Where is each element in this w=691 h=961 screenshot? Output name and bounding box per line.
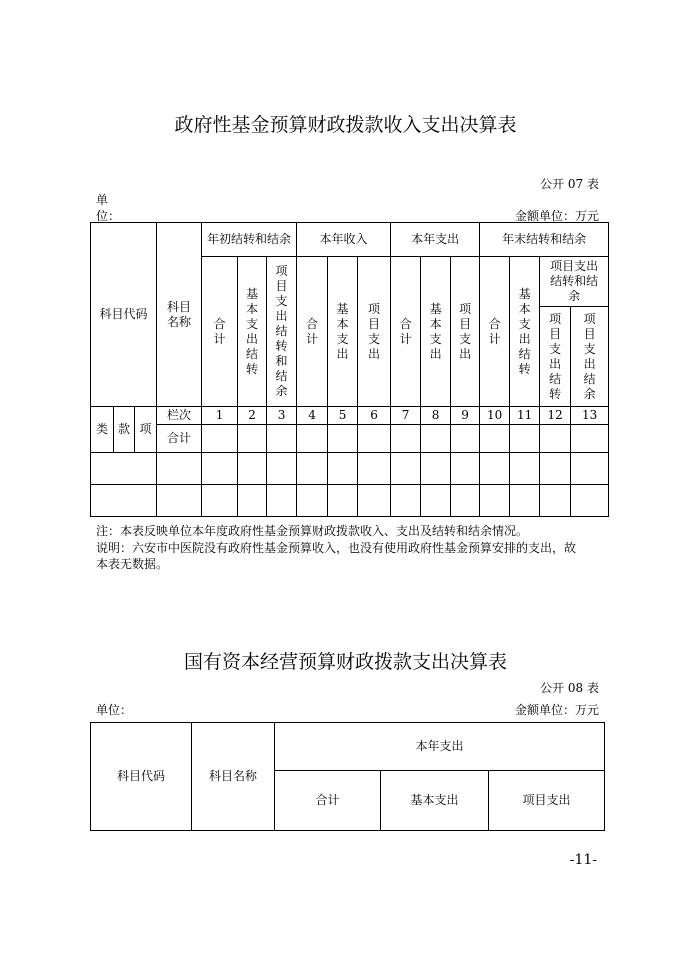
column-number: 5 [328, 407, 358, 425]
table1-note: 注：本表反映单位本年度政府性基金预算财政拨款收入、支出及结转和结余情况。 [96, 524, 529, 538]
empty-cell [91, 485, 157, 517]
header-end-balance: 年末结转和结余 [480, 223, 609, 257]
empty-cell [391, 485, 421, 517]
empty-cell [297, 453, 328, 485]
column-number: 3 [267, 407, 297, 425]
begin-project-carry-balance: 项目支出结转和结余 [267, 257, 297, 407]
column-number: 2 [238, 407, 267, 425]
t2-header-subject-code: 科目代码 [91, 723, 192, 831]
empty-cell [358, 425, 391, 453]
empty-cell [267, 453, 297, 485]
column-number: 10 [480, 407, 510, 425]
empty-cell [510, 453, 540, 485]
column-number: 8 [421, 407, 451, 425]
table2-code: 公开 08 表 [540, 681, 599, 695]
t2-header-year-expense: 本年支出 [275, 723, 605, 771]
empty-cell [328, 485, 358, 517]
income-project: 项目支出 [358, 257, 391, 407]
empty-cell [358, 453, 391, 485]
empty-cell [238, 485, 267, 517]
page-number: -11- [569, 852, 597, 868]
header-year-income: 本年收入 [297, 223, 391, 257]
empty-cell [238, 425, 267, 453]
empty-cell [421, 485, 451, 517]
empty-cell [451, 485, 480, 517]
table2-title: 国有资本经营预算财政拨款支出决算表 [183, 651, 507, 673]
cat-xiang: 项 [135, 407, 157, 453]
column-number: 11 [510, 407, 540, 425]
begin-total: 合计 [202, 257, 238, 407]
empty-cell [328, 425, 358, 453]
income-total: 合计 [297, 257, 328, 407]
expense-project: 项目支出 [451, 257, 480, 407]
empty-cell [91, 453, 157, 485]
header-subject-name: 科目名称 [157, 223, 202, 407]
empty-cell [480, 425, 510, 453]
empty-cell [297, 485, 328, 517]
begin-basic-carry: 基本支出结转 [238, 257, 267, 407]
cat-kuan: 款 [114, 407, 135, 453]
empty-cell [510, 425, 540, 453]
empty-cell [540, 425, 571, 453]
table2-unit-label: 单位： [96, 703, 133, 717]
table1-unit-label: 单位： [96, 193, 121, 223]
empty-cell [267, 485, 297, 517]
table1-title: 政府性基金预算财政拨款收入支出决算表 [174, 114, 517, 136]
t2-header-subject-name: 科目名称 [192, 723, 275, 831]
empty-cell [391, 425, 421, 453]
column-number: 1 [202, 407, 238, 425]
empty-cell [480, 485, 510, 517]
empty-cell [451, 425, 480, 453]
table1-explanation-line1: 说明：六安市中医院没有政府性基金预算收入，也没有使用政府性基金预算安排的支出，故 [96, 541, 577, 555]
table2-amount-unit: 金额单位：万元 [514, 703, 599, 717]
empty-cell [328, 453, 358, 485]
table1-explanation-line2: 本表无数据。 [96, 557, 169, 571]
cat-lei: 类 [91, 407, 114, 453]
empty-cell [571, 425, 609, 453]
empty-cell [202, 453, 238, 485]
empty-cell [571, 453, 609, 485]
income-basic: 基本支出 [328, 257, 358, 407]
header-year-expense: 本年支出 [391, 223, 480, 257]
column-number: 13 [571, 407, 609, 425]
t2-header-total: 合计 [275, 771, 381, 831]
header-begin-balance: 年初结转和结余 [202, 223, 297, 257]
empty-cell [480, 453, 510, 485]
empty-cell [202, 485, 238, 517]
empty-cell [540, 453, 571, 485]
column-number: 6 [358, 407, 391, 425]
expense-total: 合计 [391, 257, 421, 407]
row-total-label: 合计 [157, 425, 202, 453]
end-total: 合计 [480, 257, 510, 407]
header-subject-code: 科目代码 [91, 223, 157, 407]
t2-header-basic-expense: 基本支出 [381, 771, 489, 831]
empty-cell [571, 485, 609, 517]
table1-code: 公开 07 表 [540, 177, 599, 191]
end-project-carry-balance: 项目支出结转和结余 [540, 257, 609, 307]
column-number: 7 [391, 407, 421, 425]
end-project-carry: 项目支出结转 [540, 307, 571, 407]
empty-cell [358, 485, 391, 517]
column-number: 4 [297, 407, 328, 425]
empty-cell [391, 453, 421, 485]
end-project-balance: 项目支出结余 [571, 307, 609, 407]
empty-cell [421, 453, 451, 485]
empty-cell [421, 425, 451, 453]
table1 [90, 222, 609, 517]
table2 [90, 722, 605, 831]
empty-cell [540, 485, 571, 517]
column-number: 9 [451, 407, 480, 425]
empty-cell [202, 425, 238, 453]
row-index-label: 栏次 [157, 407, 202, 425]
t2-header-project-expense: 项目支出 [489, 771, 605, 831]
empty-cell [510, 485, 540, 517]
column-number: 12 [540, 407, 571, 425]
expense-basic: 基本支出 [421, 257, 451, 407]
empty-cell [267, 425, 297, 453]
empty-cell [297, 425, 328, 453]
end-basic-carry: 基本支出结转 [510, 257, 540, 407]
empty-cell [157, 453, 202, 485]
table1-amount-unit: 金额单位：万元 [514, 209, 599, 223]
empty-cell [451, 453, 480, 485]
empty-cell [238, 453, 267, 485]
empty-cell [157, 485, 202, 517]
